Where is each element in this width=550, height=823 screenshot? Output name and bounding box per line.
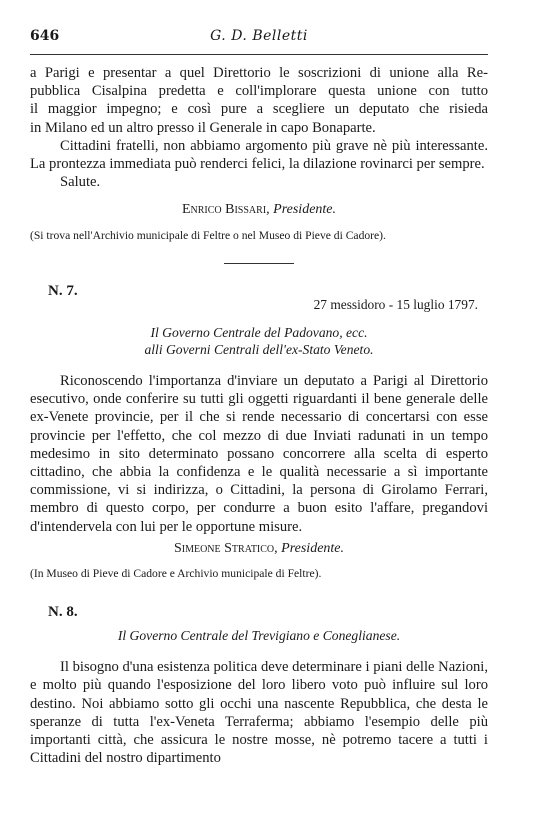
paragraph: Riconoscendo l'importanza d'inviare un deputato a Parigi al Direttorio esecutivo, onde conferire su tutti gli oggetti riguardanti il bene generale delle ex-Venete provincie, per il che si rende necessario di concertarsi con esse provincie per l'effetto, che col mezzo di due Inviati radunati in un tempo medesimo in sito determinato possano concorrere alla scelta di esperto cittadino, che abbia la confidenza e le qualità necessarie a sì importante commissione, vi si indirizza, o Cittadini, la persona di Girolamo Ferrari, membro di questo corpo, per condurre a buon esito l'affare, pregandovi d'intendervela con lui per le opportune misure. xyxy=(30,373,488,535)
text-line: pubblica Cisalpina predetta e coll'implorare questa unione con tutto xyxy=(30,83,488,100)
source-note: (In Museo di Pieve di Cadore e Archivio municipale di Feltre). xyxy=(30,567,322,581)
header-rule xyxy=(30,54,488,55)
page-body xyxy=(30,64,488,767)
document-number: N. 8. xyxy=(48,604,78,621)
salutation: Salute. xyxy=(60,174,101,191)
signatory-role: Presidente. xyxy=(273,202,337,218)
page-header xyxy=(30,28,488,48)
signatory-role: Presidente. xyxy=(281,540,345,556)
title-line: alli Governi Centrali dell'ex-Stato Veneto. xyxy=(144,342,374,358)
text-line: il maggior impegno; e così pure a scegliere un deputato che risieda xyxy=(30,101,488,118)
document-n7 xyxy=(30,282,488,581)
signatory-name: Simeone Stratico, xyxy=(173,540,278,556)
document-title: Il Governo Centrale del Trevigiano e Coneglianese. xyxy=(117,628,401,644)
document-date: 27 messidoro - 15 luglio 1797. xyxy=(313,296,478,312)
title-line: Il Governo Centrale del Padovano, ecc. xyxy=(150,325,368,341)
signature xyxy=(30,540,488,558)
paragraph: Cittadini fratelli, non abbiamo argomento più grave nè più interessante. La prontezza immediata può renderci felici, la dilazione rovinarci per sempre. xyxy=(30,137,488,173)
source-note: (Si trova nell'Archivio municipale di Feltre o nel Museo di Pieve di Cadore). xyxy=(30,228,386,242)
text-line: a Parigi e presentar a quel Direttorio le soscrizioni di unione alla Re- xyxy=(30,65,488,81)
paragraph: Il bisogno d'una esistenza politica deve determinare i piani delle Nazioni, e molto più quando l'esposizione del loro libero voto può influire sul loro destino. Noi abbiamo sotto gli occhi una nascente Repubblica, che desta le speranze di tutta l'ex-Veneta Terraferma; abbiamo l'esempio delle più importanti città, che assicura le nostre mosse, nè potremo tacere a tutti i Cittadini del nostro dipartimento xyxy=(30,659,488,767)
document-number: N. 7. xyxy=(48,282,78,299)
signatory-name: Enrico Bissari, xyxy=(181,202,270,218)
text-line: in Milano ed un altro presso il Generale in capo Bonaparte. xyxy=(30,119,376,136)
page-number: 646 xyxy=(30,28,60,44)
document-continuation xyxy=(30,64,488,243)
signature xyxy=(30,201,488,219)
running-head: G. D. Belletti xyxy=(210,28,308,44)
document-n8 xyxy=(30,603,488,767)
section-divider xyxy=(224,263,294,264)
document-title xyxy=(30,324,488,358)
